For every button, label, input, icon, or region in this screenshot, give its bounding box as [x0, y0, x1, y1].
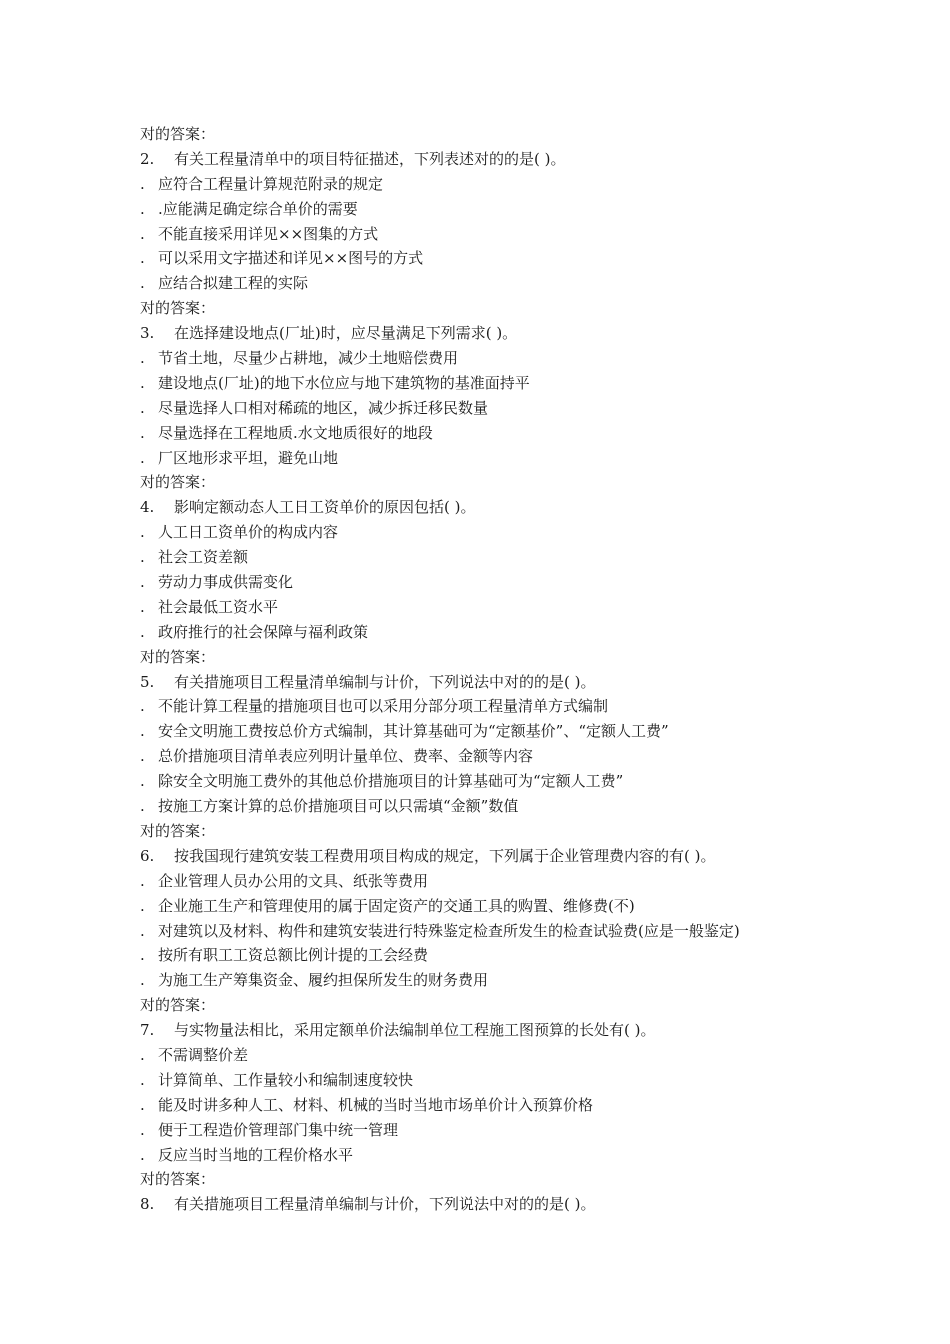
option-text: 安全文明施工费按总价方式编制，其计算基础可为“定额基价”、“定额人工费” — [158, 722, 669, 741]
option-marker: . — [140, 1095, 145, 1114]
question-number: 6. — [140, 846, 155, 865]
option-line — [140, 1118, 930, 1143]
answer-label: 对的答案： — [140, 996, 216, 1015]
option-marker: . — [140, 1145, 145, 1164]
option-text: 应符合工程量计算规范附录的规定 — [158, 174, 384, 193]
question-line — [140, 670, 930, 695]
option-line — [140, 943, 930, 968]
option-line — [140, 1143, 930, 1168]
option-line — [140, 769, 930, 794]
question-number: 3. — [140, 324, 155, 343]
answer-label: 对的答案： — [140, 647, 216, 666]
option-marker: . — [140, 523, 145, 542]
option-line — [140, 172, 930, 197]
option-text: 便于工程造价管理部门集中统一管理 — [158, 1120, 399, 1139]
question-number: 2. — [140, 149, 155, 168]
option-marker: . — [140, 597, 145, 616]
option-marker: . — [140, 249, 145, 268]
option-text: 企业管理人员办公用的文具、纸张等费用 — [158, 871, 429, 890]
option-text: 反应当时当地的工程价格水平 — [158, 1145, 354, 1164]
option-text: 总价措施项目清单表应列明计量单位、费率、金额等内容 — [158, 747, 534, 766]
option-line — [140, 968, 930, 993]
option-line — [140, 1093, 930, 1118]
option-line — [140, 371, 930, 396]
option-marker: . — [140, 423, 145, 442]
question-text: 有关措施项目工程量清单编制与计价，下列说法中对的的是( )。 — [174, 672, 596, 691]
option-marker: . — [140, 199, 145, 218]
option-text: 人工日工资单价的构成内容 — [158, 523, 339, 542]
question-text: 在选择建设地点(厂址)时，应尽量满足下列需求( )。 — [174, 324, 518, 343]
question-text: 有关工程量清单中的项目特征描述，下列表述对的的是( )。 — [174, 149, 566, 168]
option-marker: . — [140, 772, 145, 791]
option-marker: . — [140, 174, 145, 193]
option-marker: . — [140, 622, 145, 641]
option-text: 不需调整价差 — [158, 1045, 249, 1064]
option-text: 劳动力事成供需变化 — [158, 573, 294, 592]
option-line — [140, 396, 930, 421]
option-text: 社会最低工资水平 — [158, 597, 279, 616]
option-marker: . — [140, 573, 145, 592]
option-marker: . — [140, 1120, 145, 1139]
answer-label: 对的答案： — [140, 299, 216, 318]
question-number: 7. — [140, 1021, 155, 1040]
option-line — [140, 919, 930, 944]
option-text: .应能满足确定综合单价的需要 — [158, 199, 358, 218]
option-text: 政府推行的社会保障与福利政策 — [158, 622, 369, 641]
option-line — [140, 520, 930, 545]
option-text: 社会工资差额 — [158, 548, 249, 567]
question-line — [140, 1192, 930, 1217]
question-text: 与实物量法相比，采用定额单价法编制单位工程施工图预算的长处有( )。 — [174, 1021, 656, 1040]
option-text: 对建筑以及材料、构件和建筑安装进行特殊鉴定检查所发生的检查试验费(应是一般鉴定) — [158, 921, 740, 940]
option-line — [140, 197, 930, 222]
option-marker: . — [140, 797, 145, 816]
option-text: 应结合拟建工程的实际 — [158, 274, 309, 293]
option-marker: . — [140, 274, 145, 293]
option-line — [140, 744, 930, 769]
option-marker: . — [140, 697, 145, 716]
option-text: 企业施工生产和管理使用的属于固定资产的交通工具的购置、维修费(不) — [158, 896, 635, 915]
option-line — [140, 271, 930, 296]
option-marker: . — [140, 722, 145, 741]
option-text: 可以采用文字描述和详见××图号的方式 — [158, 249, 424, 268]
answer-label: 对的答案： — [140, 473, 216, 492]
option-marker: . — [140, 398, 145, 417]
option-text: 不能直接采用详见××图集的方式 — [158, 224, 379, 243]
option-text: 建设地点(厂址)的地下水位应与地下建筑物的基准面持平 — [158, 373, 530, 392]
answer-label: 对的答案： — [140, 821, 216, 840]
option-marker: . — [140, 1070, 145, 1089]
question-text: 影响定额动态人工日工资单价的原因包括( )。 — [174, 498, 476, 517]
option-text: 计算简单、工作量较小和编制速度较快 — [158, 1070, 414, 1089]
answer-label: 对的答案： — [140, 125, 216, 143]
option-text: 尽量选择人口相对稀疏的地区，减少拆迁移民数量 — [158, 398, 489, 417]
question-line — [140, 147, 930, 172]
option-line — [140, 246, 930, 271]
question-line — [140, 321, 930, 346]
question-number: 4. — [140, 498, 155, 517]
option-line — [140, 694, 930, 719]
question-text: 按我国现行建筑安装工程费用项目构成的规定，下列属于企业管理费内容的有( )。 — [174, 846, 716, 865]
question-number: 5. — [140, 672, 155, 691]
option-text: 节省土地，尽量少占耕地，减少土地赔偿费用 — [158, 349, 459, 368]
option-text: 按所有职工工资总额比例计提的工会经费 — [158, 946, 429, 965]
option-marker: . — [140, 373, 145, 392]
option-marker: . — [140, 871, 145, 890]
option-line — [140, 545, 930, 570]
option-line — [140, 1043, 930, 1068]
option-line — [140, 446, 930, 471]
option-line — [140, 794, 930, 819]
option-marker: . — [140, 971, 145, 990]
option-text: 能及时讲多种人工、材料、机械的当时当地市场单价计入预算价格 — [158, 1095, 594, 1114]
option-line — [140, 719, 930, 744]
answer-label: 对的答案： — [140, 1170, 216, 1189]
question-line — [140, 1018, 930, 1043]
option-text: 不能计算工程量的措施项目也可以采用分部分项工程量清单方式编制 — [158, 697, 609, 716]
question-number: 8. — [140, 1195, 155, 1214]
option-line — [140, 346, 930, 371]
option-text: 除安全文明施工费外的其他总价措施项目的计算基础可为“定额人工费” — [158, 772, 624, 791]
question-text: 有关措施项目工程量清单编制与计价，下列说法中对的的是( )。 — [174, 1195, 596, 1214]
question-list — [140, 122, 930, 1217]
option-line — [140, 894, 930, 919]
option-line — [140, 620, 930, 645]
option-line — [140, 421, 930, 446]
option-marker: . — [140, 448, 145, 467]
option-text: 厂区地形求平坦，避免山地 — [158, 448, 339, 467]
option-marker: . — [140, 946, 145, 965]
option-marker: . — [140, 747, 145, 766]
option-line — [140, 570, 930, 595]
option-marker: . — [140, 548, 145, 567]
option-line — [140, 869, 930, 894]
option-marker: . — [140, 921, 145, 940]
option-text: 为施工生产筹集资金、履约担保所发生的财务费用 — [158, 971, 489, 990]
option-marker: . — [140, 349, 145, 368]
option-text: 尽量选择在工程地质.水文地质很好的地段 — [158, 423, 433, 442]
question-line — [140, 495, 930, 520]
option-text: 按施工方案计算的总价措施项目可以只需填“金额”数值 — [158, 797, 519, 816]
option-line — [140, 1068, 930, 1093]
option-line — [140, 595, 930, 620]
option-marker: . — [140, 1045, 145, 1064]
option-marker: . — [140, 224, 145, 243]
option-line — [140, 222, 930, 247]
question-line — [140, 844, 930, 869]
option-marker: . — [140, 896, 145, 915]
